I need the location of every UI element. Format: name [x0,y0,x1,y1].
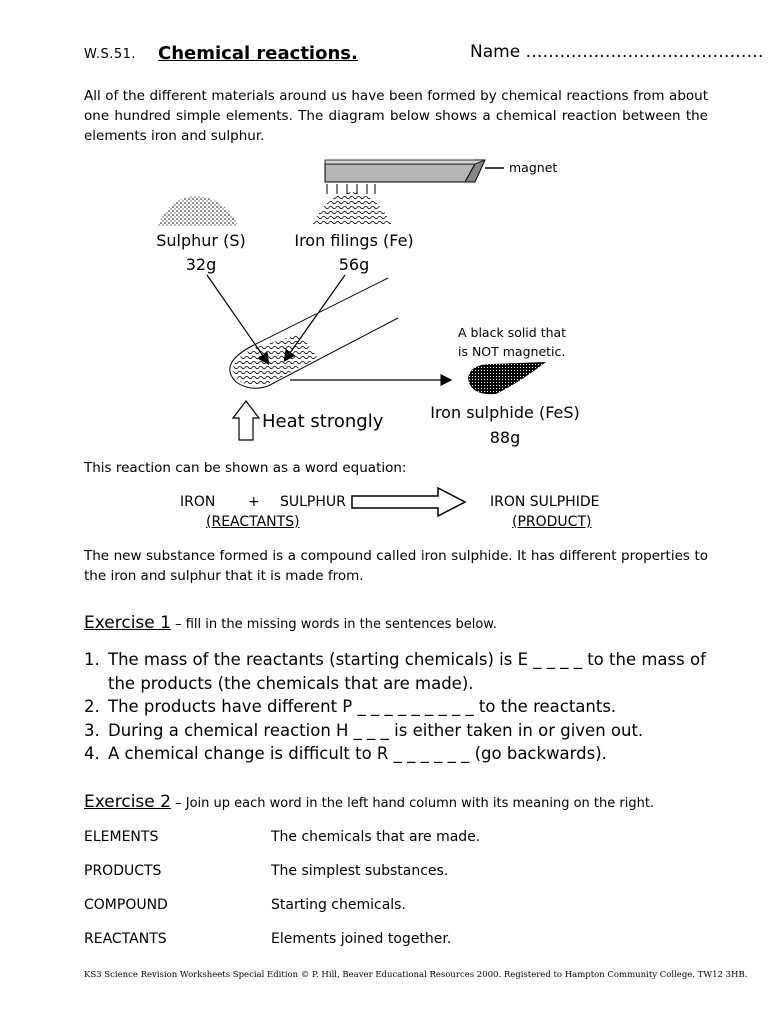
magnet-bar [325,160,504,182]
equation-intro: This reaction can be shown as a word equation: [84,460,407,476]
exercise1-sentence: A chemical change is difficult to R _ _ _ _ _ _ (go backwards). [108,744,607,763]
list-item: 3. During a chemical reaction H _ _ _ is either taken in or given out. [84,719,714,743]
product-equation-label: (PRODUCT) [512,514,592,530]
sulphur-arrow [207,275,268,363]
exercise1-title: Exercise 1 [84,613,171,633]
yields-arrow-icon [350,487,468,517]
match-meaning: Starting chemicals. [271,897,406,913]
black-solid-note-line2: is NOT magnetic. [458,344,566,359]
name-field-label: Name …………………………………… [470,42,764,62]
iron-filings-pile [312,192,392,226]
list-item: 2. The products have different P _ _ _ _ _ _ _ _ _ to the reactants. [84,695,714,719]
exercise1-sentence: The mass of the reactants (starting chemicals) is E _ _ _ _ to the mass of the products (the chemicals that are made). [108,650,706,693]
exercise1-heading [84,613,497,633]
match-meaning: Elements joined together. [271,931,452,947]
product-label: Iron sulphide (FeS) [430,403,580,422]
match-word: REACTANTS [84,931,167,947]
iron-filings-label: Iron filings (Fe) [294,231,414,250]
plus-sign: + [248,494,260,510]
intro-paragraph: All of the different materials around us have been formed by chemical reactions from about one hundred simple elements. The diagram below shows a chemical reaction between the elements iron and sulphur. [84,88,708,144]
list-item: 4. A chemical change is difficult to R _ _ _ _ _ _ (go backwards). [84,742,714,766]
match-meaning: The chemicals that are made. [271,829,481,845]
exercise2-heading [84,792,654,812]
reactants-label: (REACTANTS) [206,514,300,530]
match-meaning: The simplest substances. [271,863,449,879]
exercise2-instruction: – Join up each word in the left hand column with its meaning on the right. [170,796,655,811]
reactant-iron: IRON [180,494,216,510]
compound-paragraph: The new substance formed is a compound called iron sulphide. It has different properties to the iron and sulphur that it is made from. [84,548,708,584]
heat-arrow-icon [233,401,259,440]
match-word: PRODUCTS [84,863,162,879]
exercise1-instruction: – fill in the missing words in the sentences below. [170,617,497,632]
page-title: Chemical reactions. [158,43,358,64]
reaction-diagram [0,150,770,460]
black-solid-note-line1: A black solid that [458,325,567,340]
heat-label: Heat strongly [262,411,384,432]
exercise1-sentence: The products have different P _ _ _ _ _ _ _ _ _ to the reactants. [108,697,617,716]
sulphur-label: Sulphur (S) [156,231,246,250]
footer-copyright: KS3 Science Revision Worksheets Special Edition © P. Hill, Beaver Educational Resources 2000. Registered to Hampton Community College. TW12 3HB. [84,970,748,980]
magnet-label: magnet [509,160,558,175]
tube-contents [233,334,318,386]
sulphur-mass: 32g [185,255,217,274]
sulphur-pile [158,196,238,226]
exercise2-title: Exercise 2 [84,792,171,812]
match-word: ELEMENTS [84,829,159,845]
exercise1-sentence: During a chemical reaction H _ _ _ is either taken in or given out. [108,720,644,740]
match-word: COMPOUND [84,897,168,913]
iron-filings-mass: 56g [338,255,370,274]
product-iron-sulphide: IRON SULPHIDE [490,494,600,510]
exercise1-list [84,648,714,766]
iron-sulphide-blob [468,362,546,394]
worksheet-code: W.S.51. [84,47,137,62]
iron-arrow [285,275,345,360]
list-item: 1. The mass of the reactants (starting chemicals) is E _ _ _ _ to the mass of the products (the chemicals that are made). [84,648,714,695]
product-mass: 88g [489,428,521,447]
reactant-sulphur: SULPHUR [280,494,346,510]
